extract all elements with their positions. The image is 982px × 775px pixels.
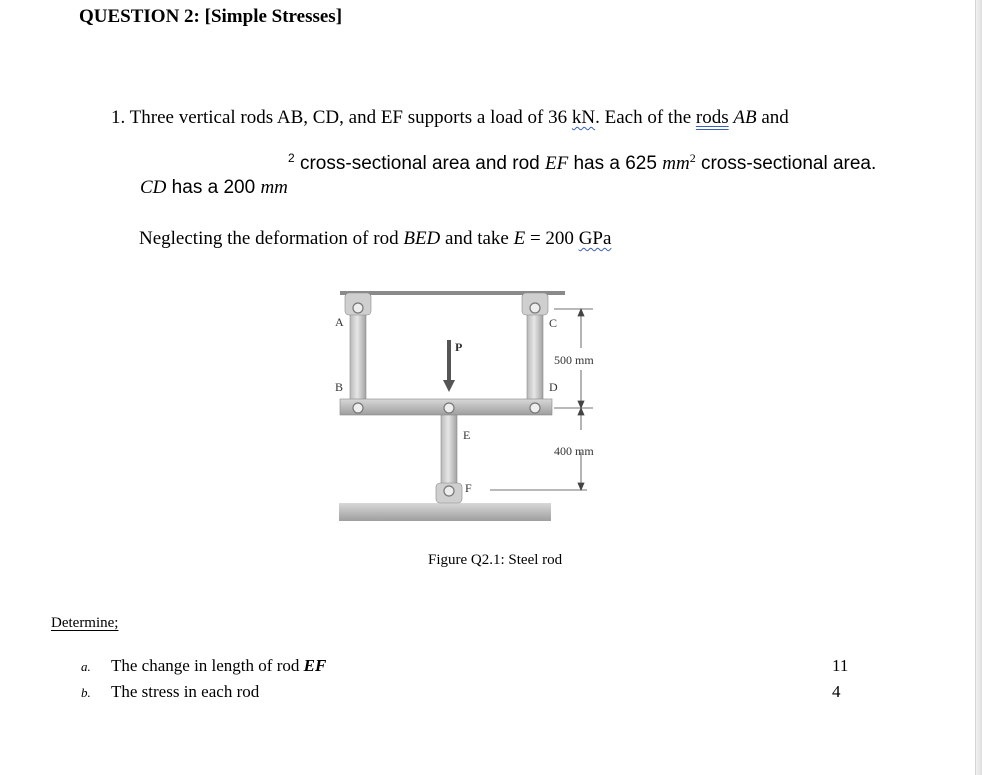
problem-line-4: Neglecting the deformation of rod BED and take E = 200 GPa (139, 228, 612, 249)
label-f: F (465, 481, 472, 495)
item-b-letter: b. (81, 685, 91, 700)
dim-500: 500 mm (554, 353, 594, 367)
pin-d (530, 403, 540, 413)
item-a-text: The change in length of rod EF (111, 656, 327, 675)
dim-400: 400 mm (554, 444, 594, 458)
pin-c (530, 303, 540, 313)
item-b-text: The stress in each rod (111, 682, 260, 701)
pin-a (353, 303, 363, 313)
rod-assembly-figure (325, 280, 625, 525)
problem-line-1: 1. Three vertical rods AB, CD, and EF supports a load of 36 kN. Each of the rods AB and (111, 107, 789, 128)
label-d: D (549, 380, 558, 394)
item-a-marks: 11 (832, 656, 849, 675)
load-arrow-head (443, 380, 455, 392)
problem-line-2: $^2$ cross-sectional area and rod EF has a 625 $mm^2$ cross-sectional area. (288, 151, 877, 174)
item-a-letter: a. (81, 659, 91, 674)
pin-b (353, 403, 363, 413)
rod-ab (350, 304, 366, 407)
item-b-marks: 4 (832, 682, 841, 701)
problem-number: 1. (111, 107, 126, 128)
label-p: P (455, 340, 463, 354)
determine-label: Determine; (51, 615, 119, 631)
figure-caption: Figure Q2.1: Steel rod (428, 552, 563, 568)
label-b: B (335, 380, 344, 394)
label-c: C (549, 316, 558, 330)
question-title: QUESTION 2: [Simple Stresses] (79, 6, 343, 27)
label-a: A (335, 315, 344, 329)
rod-cd (527, 304, 543, 407)
bottom-support (339, 503, 551, 521)
pin-f (444, 486, 454, 496)
page-edge-shadow (975, 0, 982, 775)
pin-e (444, 403, 454, 413)
label-e: E (463, 428, 471, 442)
problem-line-3: CD has a 200 mm (140, 177, 288, 198)
